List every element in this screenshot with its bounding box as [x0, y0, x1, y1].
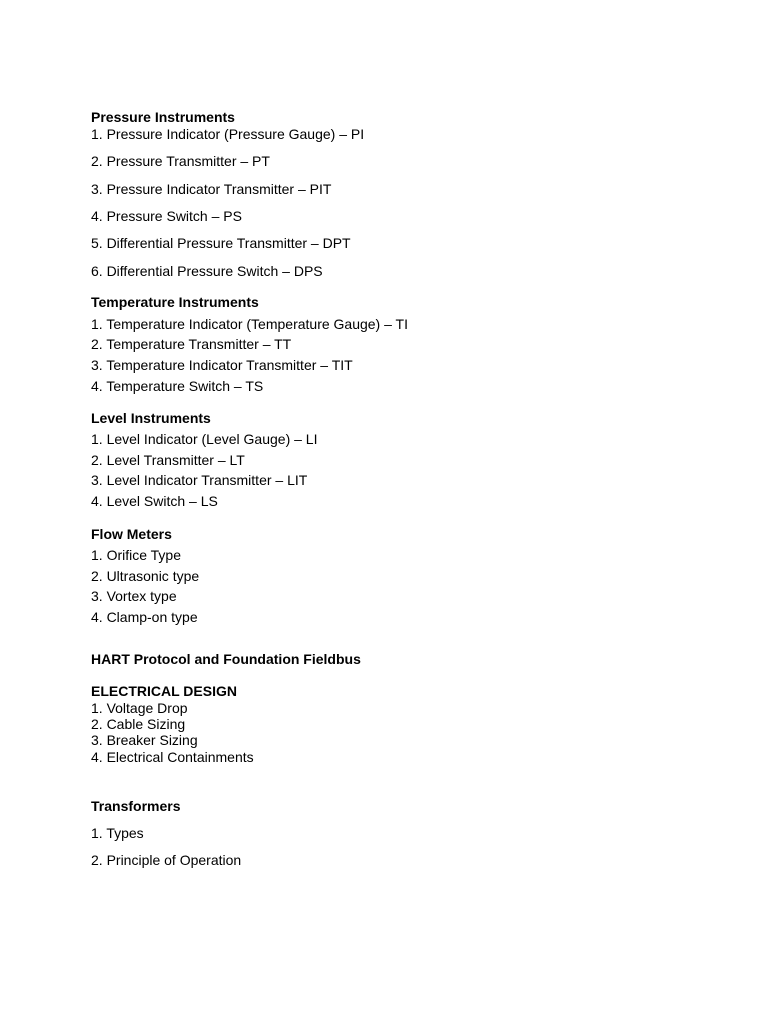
- section-heading-electrical-design: ELECTRICAL DESIGN: [91, 683, 237, 699]
- list-item: 2. Level Transmitter – LT: [91, 452, 245, 468]
- section-heading-pressure-instruments: Pressure Instruments: [91, 109, 235, 125]
- list-item: 1. Types: [91, 825, 144, 841]
- list-item: 2. Ultrasonic type: [91, 568, 200, 584]
- list-item: 1. Pressure Indicator (Pressure Gauge) – PI: [91, 126, 365, 142]
- list-item: 1. Temperature Indicator (Temperature Gauge) – TI: [91, 316, 408, 332]
- list-item: 4. Temperature Switch – TS: [91, 378, 264, 394]
- list-item: 2. Temperature Transmitter – TT: [91, 336, 292, 352]
- list-item: 3. Breaker Sizing: [91, 732, 198, 748]
- section-heading-flow-meters: Flow Meters: [91, 526, 172, 542]
- list-item: 2. Principle of Operation: [91, 852, 242, 868]
- list-item: 1. Level Indicator (Level Gauge) – LI: [91, 431, 318, 447]
- list-item: 3. Level Indicator Transmitter – LIT: [91, 472, 308, 488]
- section-heading-transformers: Transformers: [91, 798, 181, 814]
- section-heading-level-instruments: Level Instruments: [91, 410, 211, 426]
- list-item: 2. Cable Sizing: [91, 716, 186, 732]
- list-item: 3. Vortex type: [91, 588, 177, 604]
- list-item: 4. Clamp-on type: [91, 609, 198, 625]
- section-heading-temperature-instruments: Temperature Instruments: [91, 294, 259, 310]
- list-item: 5. Differential Pressure Transmitter – DPT: [91, 235, 351, 251]
- list-item: 3. Pressure Indicator Transmitter – PIT: [91, 181, 332, 197]
- list-item: 4. Level Switch – LS: [91, 493, 218, 509]
- list-item: 3. Temperature Indicator Transmitter – TIT: [91, 357, 353, 373]
- list-item: 4. Electrical Containments: [91, 749, 254, 765]
- list-item: 1. Orifice Type: [91, 547, 182, 563]
- section-heading-hart-protocol: HART Protocol and Foundation Fieldbus: [91, 651, 361, 667]
- list-item: 4. Pressure Switch – PS: [91, 208, 242, 224]
- list-item: 6. Differential Pressure Switch – DPS: [91, 263, 323, 279]
- list-item: 2. Pressure Transmitter – PT: [91, 153, 270, 169]
- list-item: 1. Voltage Drop: [91, 700, 188, 716]
